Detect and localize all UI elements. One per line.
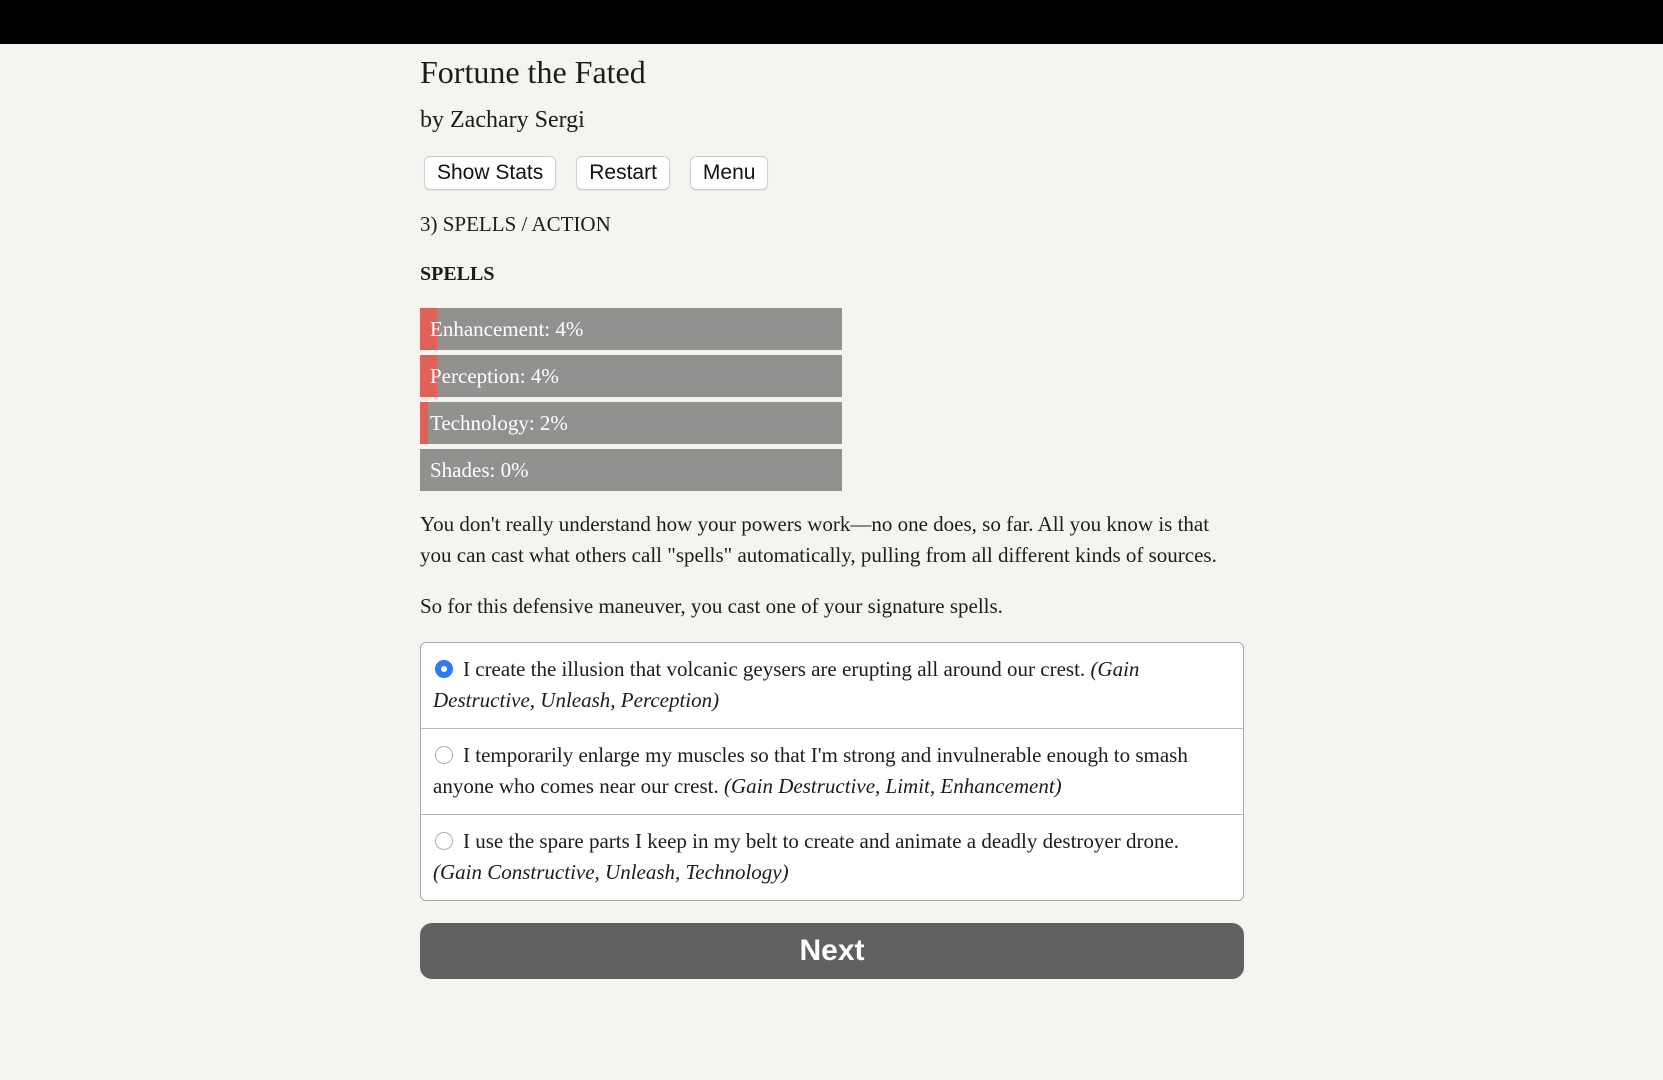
stat-bar-label: Enhancement: 4% bbox=[430, 317, 584, 341]
story-paragraph: You don't really understand how your powers work—no one does, so far. All you know is that you can cast what others call "spells" automatically, pulling from all different kinds of sources. bbox=[420, 512, 1217, 567]
choice-option-2[interactable] bbox=[421, 728, 1243, 814]
choice-option-3[interactable] bbox=[421, 814, 1243, 900]
stat-bar-label: Technology: 2% bbox=[430, 411, 568, 435]
restart-button[interactable]: Restart bbox=[576, 156, 670, 190]
next-button[interactable]: Next bbox=[420, 923, 1244, 979]
stat-bar-technology bbox=[420, 402, 842, 444]
main-content bbox=[420, 44, 1244, 979]
section-title: 3) SPELLS / ACTION bbox=[420, 212, 611, 236]
menu-button[interactable]: Menu bbox=[690, 156, 769, 190]
choice-note: (Gain Destructive, Limit, Enhancement) bbox=[723, 774, 1062, 798]
choice-note: (Gain Constructive, Unleash, Technology) bbox=[433, 860, 789, 884]
choice-text: I temporarily enlarge my muscles so that I'm strong and invulnerable enough to smash anyone who comes near our crest. bbox=[433, 743, 1188, 798]
choice-option-1[interactable] bbox=[421, 643, 1243, 728]
choice-note: (Gain Destructive, Unleash, Perception) bbox=[433, 657, 1140, 712]
stat-bar-label: Perception: 4% bbox=[430, 364, 559, 388]
stat-bar-fill bbox=[420, 402, 428, 444]
radio-button[interactable] bbox=[435, 832, 453, 850]
choice-text: I create the illusion that volcanic geysers are erupting all around our crest. bbox=[463, 657, 1086, 681]
show-stats-button[interactable]: Show Stats bbox=[424, 156, 556, 190]
stat-bar-enhancement bbox=[420, 308, 842, 350]
game-author: by Zachary Sergi bbox=[420, 107, 585, 133]
stat-bars bbox=[420, 308, 842, 491]
stat-bar-label: Shades: 0% bbox=[430, 458, 529, 482]
choice-text: I use the spare parts I keep in my belt to create and animate a deadly destroyer drone. bbox=[463, 829, 1180, 853]
radio-button[interactable] bbox=[435, 746, 453, 764]
game-title: Fortune the Fated bbox=[420, 54, 646, 90]
radio-button[interactable] bbox=[435, 660, 453, 678]
stat-bar-shades bbox=[420, 449, 842, 491]
choice-list bbox=[420, 642, 1244, 901]
toolbar bbox=[420, 156, 1244, 190]
story-paragraph: So for this defensive maneuver, you cast one of your signature spells. bbox=[420, 594, 1003, 618]
stat-bar-perception bbox=[420, 355, 842, 397]
top-black-bar bbox=[0, 0, 1663, 44]
spells-heading: SPELLS bbox=[420, 263, 495, 285]
